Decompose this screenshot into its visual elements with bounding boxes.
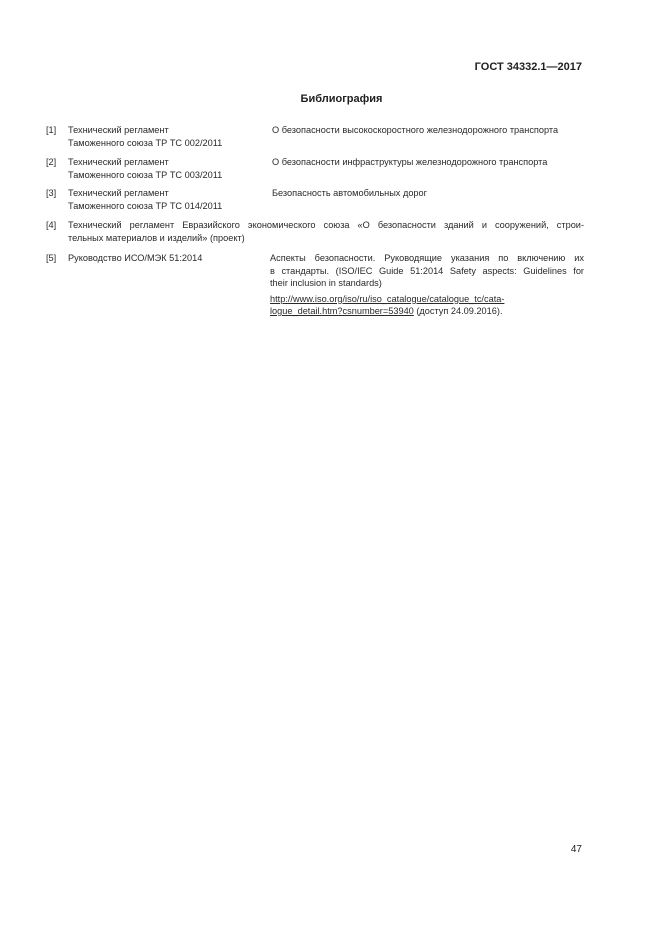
catalogue-link-continued[interactable]: logue_detail.htm?csnumber=53940 <box>270 306 414 316</box>
entry-source <box>68 252 268 265</box>
entry-source <box>68 124 268 149</box>
bibliography-entry-2 <box>46 156 584 187</box>
entry-source <box>68 156 268 181</box>
entry-number: [5] <box>46 253 57 263</box>
bibliography-entry-4 <box>46 219 584 252</box>
entry-link-line <box>270 293 584 306</box>
entry-title <box>270 252 584 318</box>
entry-source-line: Таможенного союза ТР ТС 014/2011 <box>68 200 223 211</box>
entry-source-line: Технический регламент <box>68 125 169 135</box>
entry-number: [1] <box>46 125 57 135</box>
entry-source <box>68 187 268 212</box>
entry-text <box>68 219 584 244</box>
entry-source-line: Таможенного союза ТР ТС 002/2011 <box>68 137 223 148</box>
catalogue-link[interactable]: http://www.iso.org/iso/ru/iso_catalogue/catalogue_tc/cata- <box>270 293 505 304</box>
document-code: ГОСТ 34332.1—2017 <box>474 61 582 73</box>
entry-source-line: Руководство ИСО/МЭК 51:2014 <box>68 253 203 263</box>
access-date-note: (доступ 24.09.2016). <box>413 306 503 316</box>
entry-text-line: Технический регламент Евразийского экономического союза «О безопасности зданий и сооружений, строи- <box>68 220 584 230</box>
entry-source-line: Таможенного союза ТР ТС 003/2011 <box>68 169 223 180</box>
bibliography-entry-1 <box>46 124 584 156</box>
entry-title: О безопасности высокоскоростного железнодорожного транспорта <box>272 125 559 135</box>
entry-number: [4] <box>46 220 57 230</box>
bibliography-entry-3 <box>46 187 584 219</box>
entry-link-line <box>270 305 584 318</box>
bibliography-entry-5 <box>46 252 584 322</box>
entry-number: [3] <box>46 188 57 198</box>
entry-text-line: тельных материалов и изделий» (проект) <box>68 232 245 243</box>
entry-title-line: Аспекты безопасности. Руководящие указания по включению их <box>270 253 584 263</box>
page-number: 47 <box>570 844 582 855</box>
entry-title: О безопасности инфраструктуры железнодорожного транспорта <box>272 157 548 167</box>
section-title: Библиография <box>300 93 383 105</box>
entry-source-line: Технический регламент <box>68 188 169 198</box>
entry-number: [2] <box>46 157 57 167</box>
entry-title: Безопасность автомобильных дорог <box>272 188 427 198</box>
entry-title-line: в стандарты. (ISO/IEC Guide 51:2014 Safety aspects: Guidelines for <box>270 265 584 276</box>
entry-source-line: Технический регламент <box>68 157 169 167</box>
entry-title-line: their inclusion in standards) <box>270 278 382 288</box>
